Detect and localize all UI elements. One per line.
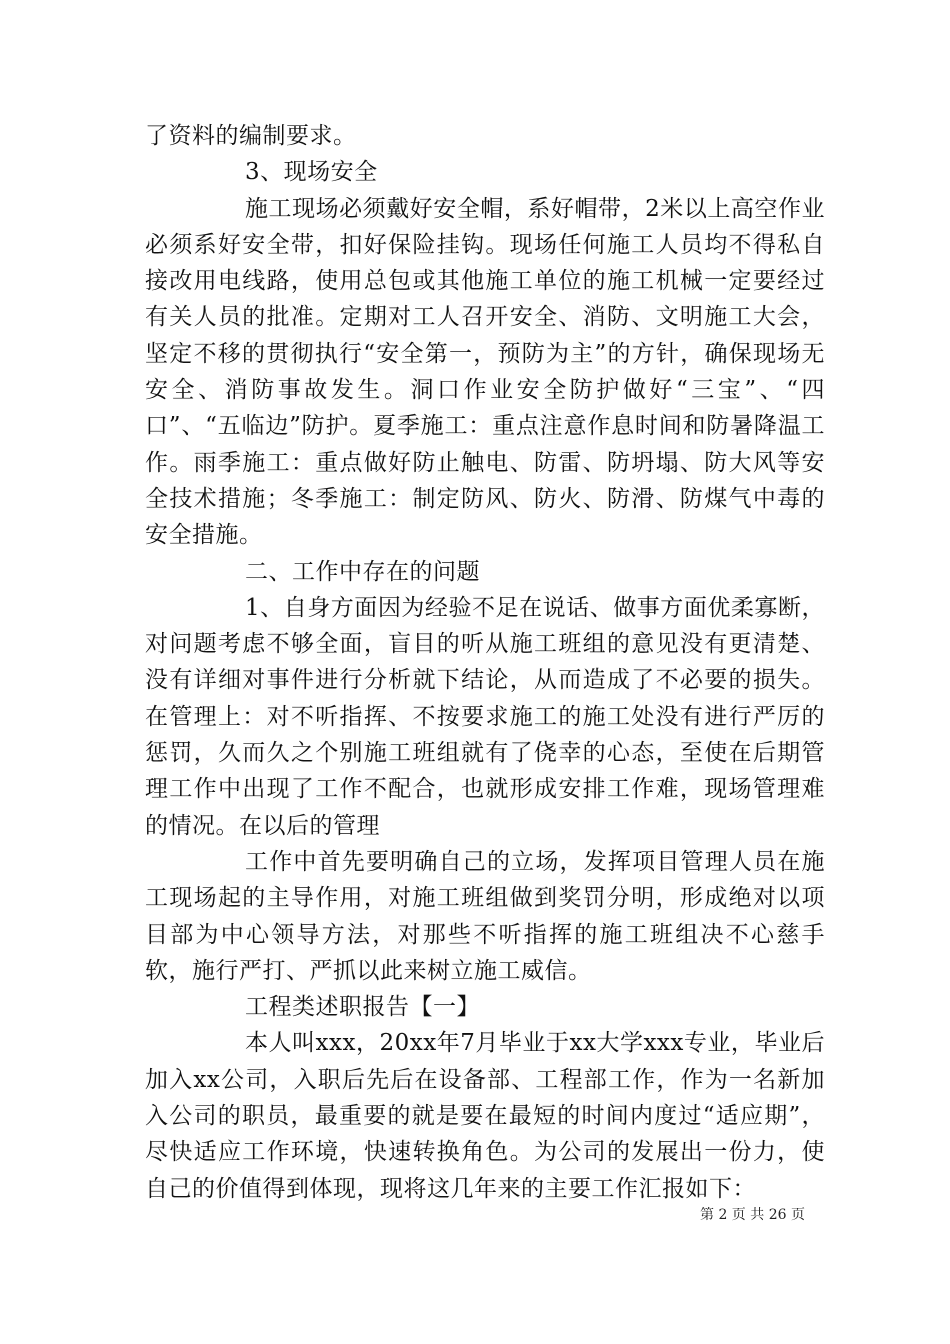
document-body — [145, 118, 825, 1207]
section-heading-problems: 二、工作中存在的问题 — [245, 558, 480, 585]
paragraph-improvement: 工作中首先要明确自己的立场，发挥项目管理人员在施工现场起的主导作用，对施工班组做到奖罚分明，形成绝对以项目部为中心领导方法，对那些不听指挥的施工班组决不心慈手软，施行严打、严抓以此来树立施工威信。 — [145, 848, 825, 984]
paragraph-continuation: 了资料的编制要求。 — [145, 123, 357, 149]
page-number-footer: 第 2 页 共 26 页 — [700, 1207, 805, 1223]
paragraph-introduction: 本人叫xxx，20xx年7月毕业于xx大学xxx专业，毕业后加入xx公司，入职后先后在设备部、工程部工作，作为一名新加入公司的职员，最重要的就是要在最短的时间内度过“适应期”，尽快适应工作环境，快速转换角色。为公司的发展出一份力，使自己的价值得到体现，现将这几年来的主要工作汇报如下： — [145, 1030, 825, 1202]
section-heading-site-safety: 3、现场安全 — [245, 159, 378, 186]
paragraph-site-safety: 施工现场必须戴好安全帽，系好帽带，2米以上高空作业必须系好安全带，扣好保险挂钩。现场任何施工人员均不得私自接改用电线路，使用总包或其他施工单位的施工机械一定要经过有关人员的批准。定期对工人召开安全、消防、文明施工大会，坚定不移的贯彻执行“安全第一，预防为主”的方针，确保现场无安全、消防事故发生。洞口作业安全防护做好“三宝”、“四口”、“五临边”防护。夏季施工：重点注意作息时间和防暑降温工作。雨季施工：重点做好防止触电、防雷、防坍塌、防大风等安全技术措施；冬季施工：制定防风、防火、防滑、防煤气中毒的安全措施。 — [145, 195, 825, 549]
paragraph-problems: 1、自身方面因为经验不足在说话、做事方面优柔寡断，对问题考虑不够全面，盲目的听从施工班组的意见没有更清楚、没有详细对事件进行分析就下结论，从而造成了不必要的损失。在管理上：对不听指挥、不按要求施工的施工处没有进行严厉的惩罚，久而久之个别施工班组就有了侥幸的心态，至使在后期管理工作中出现了工作不配合，也就形成安排工作难，现场管理难的情况。在以后的管理 — [145, 594, 825, 839]
section-heading-report-one: 工程类述职报告【一】 — [245, 994, 480, 1021]
